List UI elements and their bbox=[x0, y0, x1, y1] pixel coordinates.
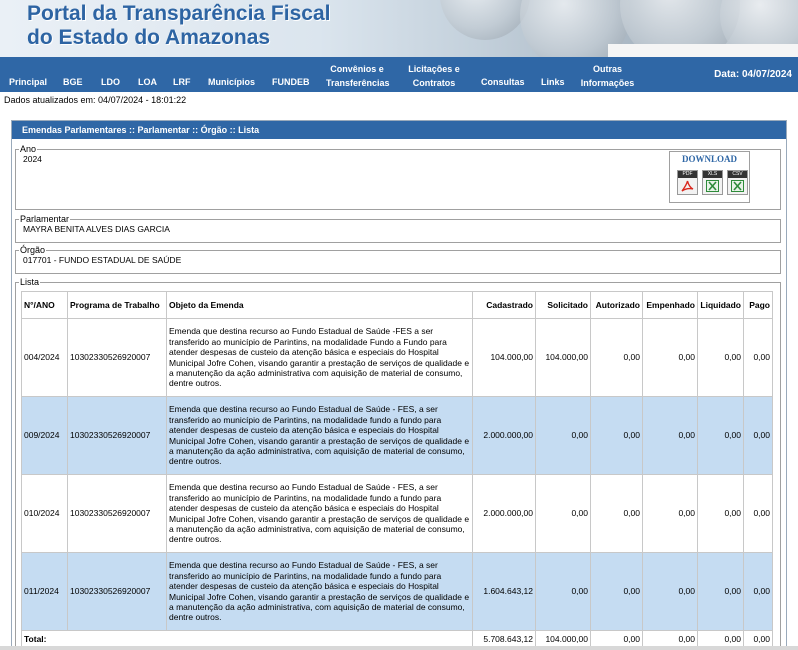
cell-objeto: Emenda que destina recurso ao Fundo Estadual de Saúde - FES, a ser transferido ao município de Parintins, na modalidade fundo a fundo para atender despesas de custeio da atenção básica e especiais do Hospital Municipal Jofre Cohen, visando garantir a prestação de serviços de qualidade e a manutenção da ação administrativa, com aquisição de material de consumo, dentre outros. bbox=[167, 397, 473, 475]
cell-solicitado: 0,00 bbox=[536, 553, 591, 631]
xls-label: XLS bbox=[703, 171, 722, 178]
nav-loa[interactable]: LOA bbox=[138, 77, 157, 87]
nav-fundeb[interactable]: FUNDEB bbox=[272, 77, 310, 87]
cell-pago: 0,00 bbox=[744, 475, 773, 553]
parlamentar-legend: Parlamentar bbox=[20, 214, 70, 224]
xls-icon bbox=[706, 180, 719, 192]
ano-legend: Ano bbox=[20, 144, 37, 154]
ano-fieldset bbox=[15, 144, 781, 210]
orgao-legend: Órgão bbox=[20, 245, 46, 255]
table-header-row bbox=[22, 292, 773, 319]
orgao-value: 017701 - FUNDO ESTADUAL DE SAÚDE bbox=[23, 255, 182, 265]
cell-cadastrado: 2.000.000,00 bbox=[473, 475, 536, 553]
header-banner bbox=[0, 0, 798, 57]
last-updated-text: Dados atualizados em: 04/07/2024 - 18:01:22 bbox=[4, 95, 187, 105]
cell-solicitado: 0,00 bbox=[536, 397, 591, 475]
cell-empenhado: 0,00 bbox=[643, 319, 698, 397]
csv-icon bbox=[731, 180, 744, 192]
nav-licitacoes-line2: Contratos bbox=[412, 78, 456, 88]
nav-licitacoes-line1: Licitações e bbox=[408, 64, 460, 74]
nav-convenios-line1: Convênios e bbox=[330, 64, 384, 74]
nav-lrf[interactable]: LRF bbox=[173, 77, 191, 87]
cell-pago: 0,00 bbox=[744, 397, 773, 475]
portal-title bbox=[27, 2, 330, 50]
col-header-autorizado: Autorizado bbox=[591, 292, 643, 319]
cell-liquidado: 0,00 bbox=[698, 553, 744, 631]
banner-strip bbox=[608, 44, 798, 57]
ano-value: 2024 bbox=[23, 154, 42, 164]
cell-objeto: Emenda que destina recurso ao Fundo Estadual de Saúde -FES a ser transferido ao município de Parintins, na modalidade Fundo a Fundo para atender despesas de custeio da atenção básica e especiais do Hospital Municipal Jofre Cohen, visando garantir a prestação de serviços de qualidade e a manutenção da ação administrativa com aquisição de material de consumo, dentre outros. bbox=[167, 319, 473, 397]
total-autorizado: 0,00 bbox=[591, 631, 643, 649]
nav-licitacoes[interactable] bbox=[406, 62, 462, 90]
emendas-panel bbox=[11, 120, 787, 650]
download-pdf-button[interactable] bbox=[677, 170, 698, 195]
parlamentar-fieldset bbox=[15, 214, 781, 243]
total-empenhado: 0,00 bbox=[643, 631, 698, 649]
nav-convenios[interactable] bbox=[326, 62, 388, 90]
total-pago: 0,00 bbox=[744, 631, 773, 649]
total-cadastrado: 5.708.643,12 bbox=[473, 631, 536, 649]
cell-num: 010/2024 bbox=[22, 475, 68, 553]
cell-solicitado: 104.000,00 bbox=[536, 319, 591, 397]
cell-programa: 10302330526920007 bbox=[68, 397, 167, 475]
nav-municipios[interactable]: Municípios bbox=[208, 77, 255, 87]
portal-title-line1: Portal da Transparência Fiscal bbox=[27, 2, 331, 25]
emendas-table bbox=[21, 291, 773, 649]
col-header-liquidado: Liquidado bbox=[698, 292, 744, 319]
nav-principal[interactable]: Principal bbox=[9, 77, 48, 87]
nav-consultas[interactable]: Consultas bbox=[481, 77, 525, 87]
nav-ldo[interactable]: LDO bbox=[101, 77, 120, 87]
cell-empenhado: 0,00 bbox=[643, 475, 698, 553]
cell-num: 011/2024 bbox=[22, 553, 68, 631]
cell-cadastrado: 104.000,00 bbox=[473, 319, 536, 397]
nav-outras-line1: Outras bbox=[592, 64, 622, 74]
csv-label: CSV bbox=[728, 171, 747, 178]
download-csv-button[interactable] bbox=[727, 170, 748, 195]
col-header-solicitado: Solicitado bbox=[536, 292, 591, 319]
cell-autorizado: 0,00 bbox=[591, 319, 643, 397]
portal-title-line2: do Estado do Amazonas bbox=[27, 26, 271, 49]
col-header-objeto: Objeto da Emenda bbox=[167, 292, 473, 319]
nav-links[interactable]: Links bbox=[541, 77, 565, 87]
col-header-num: N°/ANO bbox=[22, 292, 68, 319]
panel-breadcrumb: Emendas Parlamentares :: Parlamentar :: Órgão :: Lista bbox=[12, 121, 786, 139]
table-row bbox=[22, 475, 773, 553]
col-header-programa: Programa de Trabalho bbox=[68, 292, 167, 319]
orgao-fieldset bbox=[15, 245, 781, 274]
nav-outras-informacoes[interactable] bbox=[580, 62, 635, 90]
cell-objeto: Emenda que destina recurso ao Fundo Estadual de Saúde - FES, a ser transferido ao município de Parintins, na modalidade fundo a fundo para atender despesas de custeio da atenção básica e especiais do Hospital Municipal Jofre Cohen, visando garantir a prestação de serviços de qualidade e a manutenção da ação administrativa, com aquisição de material de consumo, dentre outros. bbox=[167, 475, 473, 553]
cell-programa: 10302330526920007 bbox=[68, 319, 167, 397]
cell-empenhado: 0,00 bbox=[643, 397, 698, 475]
current-date: Data: 04/07/2024 bbox=[714, 69, 792, 80]
cell-programa: 10302330526920007 bbox=[68, 475, 167, 553]
total-liquidado: 0,00 bbox=[698, 631, 744, 649]
nav-convenios-line2: Transferências bbox=[326, 78, 390, 88]
cell-objeto: Emenda que destina recurso ao Fundo Estadual de Saúde - FES, a ser transferido ao município de Parintins, na modalidade fundo a fundo para atender despesas de custeio da atenção básica e especiais do Hospital Municipal Jofre Cohen, visando garantir a prestação de serviços de qualidade e a manutenção da ação administrativa, com aquisição de material de consumo, dentre outros. bbox=[167, 553, 473, 631]
download-title: DOWNLOAD bbox=[681, 154, 737, 164]
table-row bbox=[22, 553, 773, 631]
cell-autorizado: 0,00 bbox=[591, 475, 643, 553]
table-row bbox=[22, 397, 773, 475]
main-nav bbox=[0, 57, 798, 92]
nav-outras-line2: Informações bbox=[580, 78, 635, 88]
lista-legend: Lista bbox=[20, 277, 40, 287]
cell-liquidado: 0,00 bbox=[698, 475, 744, 553]
pdf-icon bbox=[681, 180, 694, 192]
col-header-empenhado: Empenhado bbox=[643, 292, 698, 319]
cell-liquidado: 0,00 bbox=[698, 319, 744, 397]
download-xls-button[interactable] bbox=[702, 170, 723, 195]
cell-autorizado: 0,00 bbox=[591, 397, 643, 475]
table-row bbox=[22, 319, 773, 397]
cell-solicitado: 0,00 bbox=[536, 475, 591, 553]
cell-pago: 0,00 bbox=[744, 319, 773, 397]
nav-bge[interactable]: BGE bbox=[63, 77, 83, 87]
col-header-pago: Pago bbox=[744, 292, 773, 319]
cell-cadastrado: 2.000.000,00 bbox=[473, 397, 536, 475]
cell-programa: 10302330526920007 bbox=[68, 553, 167, 631]
cell-cadastrado: 1.604.643,12 bbox=[473, 553, 536, 631]
download-box bbox=[669, 151, 750, 203]
cell-empenhado: 0,00 bbox=[643, 553, 698, 631]
cell-num: 009/2024 bbox=[22, 397, 68, 475]
total-solicitado: 104.000,00 bbox=[536, 631, 591, 649]
cell-autorizado: 0,00 bbox=[591, 553, 643, 631]
total-label: Total: bbox=[22, 631, 473, 649]
banner-coin-decoration bbox=[440, 0, 530, 40]
pdf-label: PDF bbox=[678, 171, 697, 178]
cell-pago: 0,00 bbox=[744, 553, 773, 631]
col-header-cadastrado: Cadastrado bbox=[473, 292, 536, 319]
browser-status-bar bbox=[0, 646, 798, 650]
cell-liquidado: 0,00 bbox=[698, 397, 744, 475]
cell-num: 004/2024 bbox=[22, 319, 68, 397]
parlamentar-value: MAYRA BENITA ALVES DIAS GARCIA bbox=[23, 224, 170, 234]
